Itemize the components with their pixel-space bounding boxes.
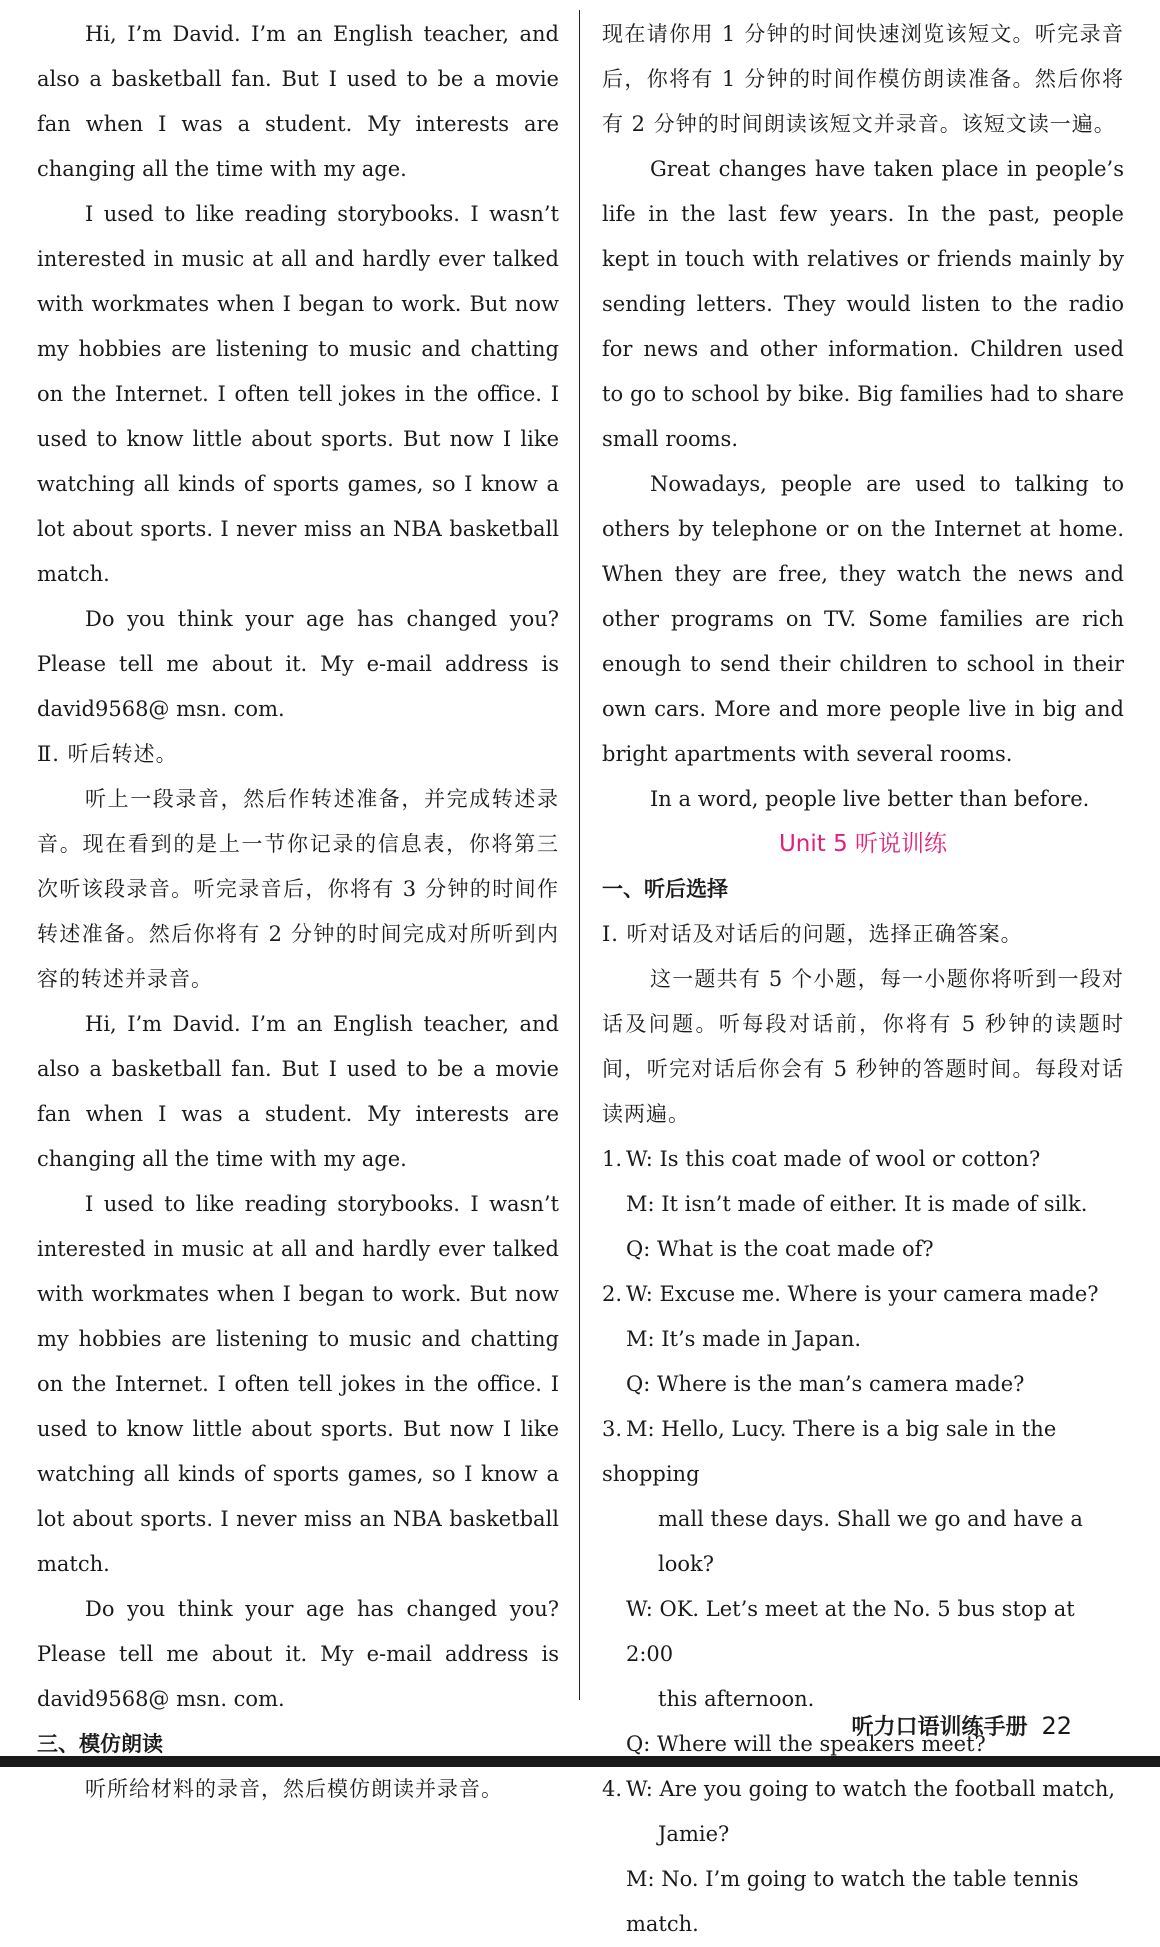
paragraph: Great changes have taken place in people’s life in the last few years. In the past, people kept in touch with relatives or friends mainly by sending letters. They would listen to the radio for news and other information. Children used to go to school by bike. Big families had to share small rooms. bbox=[602, 157, 1124, 451]
dialogue-line: M: It isn’t made of either. It is made of silk. bbox=[626, 1192, 1088, 1216]
section-heading: 一、听后选择 bbox=[602, 877, 728, 901]
dialogue-line: Q: Where will the speakers meet? bbox=[626, 1732, 986, 1756]
paragraph: Hi, I’m David. I’m an English teacher, and also a basketball fan. But I used to be a movie fan when I was a student. My interests are changing all the time with my age. bbox=[37, 22, 559, 181]
instruction-paragraph: 现在请你用 1 分钟的时间快速浏览该短文。听完录音后，你将有 1 分钟的时间作模仿朗读准备。然后你将有 2 分钟的时间朗读该短文并录音。该短文读一遍。 bbox=[602, 22, 1124, 136]
dialogue-line bbox=[602, 1767, 1124, 1812]
dialogue-text: M: Hello, Lucy. There is a big sale in the shopping bbox=[602, 1417, 1057, 1486]
paragraph: I used to like reading storybooks. I wasn’t interested in music at all and hardly ever talked with workmates when I began to work. But now my hobbies are listening to music and chatting on the Internet. I often tell jokes in the office. I used to know little about sports. But now I like watching all kinds of sports games, so I know a lot about sports. I never miss an NBA basketball match. bbox=[37, 1192, 559, 1576]
dialogue-line: M: It’s made in Japan. bbox=[626, 1327, 862, 1351]
dialogue-line: Q: What is the coat made of? bbox=[626, 1237, 934, 1261]
right-column bbox=[602, 12, 1124, 1947]
dialogue-text: W: Is this coat made of wool or cotton? bbox=[626, 1147, 1041, 1171]
dialogue-line: W: OK. Let’s meet at the No. 5 bus stop at 2:00 bbox=[626, 1597, 1075, 1666]
bottom-bar bbox=[0, 1756, 1160, 1767]
dialogue-number: 2. bbox=[602, 1282, 623, 1306]
dialogue-line: mall these days. Shall we go and have a look? bbox=[658, 1507, 1083, 1576]
instruction-paragraph: 这一题共有 5 个小题，每一小题你将听到一段对话及问题。听每段对话前，你将有 5 秒钟的读题时间，听完对话后你会有 5 秒钟的答题时间。每段对话读两遍。 bbox=[602, 967, 1124, 1126]
dialogue-number: 1. bbox=[602, 1147, 623, 1171]
paragraph: Hi, I’m David. I’m an English teacher, and also a basketball fan. But I used to be a movie fan when I was a student. My interests are changing all the time with my age. bbox=[37, 1012, 559, 1171]
dialogue-line: Q: Where is the man’s camera made? bbox=[626, 1372, 1025, 1396]
paragraph: In a word, people live better than before. bbox=[650, 787, 1090, 811]
dialogue-number: 3. bbox=[602, 1417, 623, 1441]
dialogue-text: W: Excuse me. Where is your camera made? bbox=[626, 1282, 1099, 1306]
paragraph: Nowadays, people are used to talking to others by telephone or on the Internet at home. When they are free, they watch the news and other programs on TV. Some families are rich enough to send their children to school in their own cars. More and more people live in big and bright apartments with several rooms. bbox=[602, 472, 1124, 766]
dialogue-1 bbox=[602, 1137, 1124, 1272]
dialogue-line: this afternoon. bbox=[658, 1687, 815, 1711]
left-column bbox=[37, 12, 559, 1812]
paragraph: Do you think your age has changed you? Please tell me about it. My e-mail address is david9568@ msn. com. bbox=[37, 1597, 559, 1711]
section-title: Ⅰ. 听对话及对话后的问题，选择正确答案。 bbox=[602, 922, 1023, 946]
dialogue-line: Jamie? bbox=[658, 1822, 730, 1846]
book-title: 听力口语训练手册 bbox=[851, 1715, 1028, 1740]
dialogue-line bbox=[602, 1272, 1124, 1317]
dialogue-text: W: Are you going to watch the football match, bbox=[626, 1777, 1116, 1801]
instruction-paragraph: 听所给材料的录音，然后模仿朗读并录音。 bbox=[85, 1777, 503, 1801]
dialogue-number: 4. bbox=[602, 1777, 623, 1801]
section-title: Ⅱ. 听后转述。 bbox=[37, 742, 178, 766]
section-heading: 三、模仿朗读 bbox=[37, 1732, 163, 1756]
dialogue-4 bbox=[602, 1767, 1124, 1947]
instruction-paragraph: 听上一段录音，然后作转述准备，并完成转述录音。现在看到的是上一节你记录的信息表，你将第三次听该段录音。听完录音后，你将有 3 分钟的时间作转述准备。然后你将有 2 分钟的时间完成对所听到内容的转述并录音。 bbox=[37, 787, 559, 991]
page-footer bbox=[851, 1710, 1072, 1741]
column-divider bbox=[579, 10, 580, 1700]
unit-title: Unit 5 听说训练 bbox=[778, 831, 948, 857]
paragraph: Do you think your age has changed you? Please tell me about it. My e-mail address is david9568@ msn. com. bbox=[37, 607, 559, 721]
dialogue-line bbox=[602, 1407, 1124, 1497]
dialogue-line bbox=[602, 1137, 1124, 1182]
paragraph: I used to like reading storybooks. I wasn’t interested in music at all and hardly ever talked with workmates when I began to work. But now my hobbies are listening to music and chatting on the Internet. I often tell jokes in the office. I used to know little about sports. But now I like watching all kinds of sports games, so I know a lot about sports. I never miss an NBA basketball match. bbox=[37, 202, 559, 586]
dialogue-2 bbox=[602, 1272, 1124, 1407]
dialogue-line: M: No. I’m going to watch the table tennis match. bbox=[626, 1867, 1079, 1936]
page-number: 22 bbox=[1041, 1712, 1072, 1740]
